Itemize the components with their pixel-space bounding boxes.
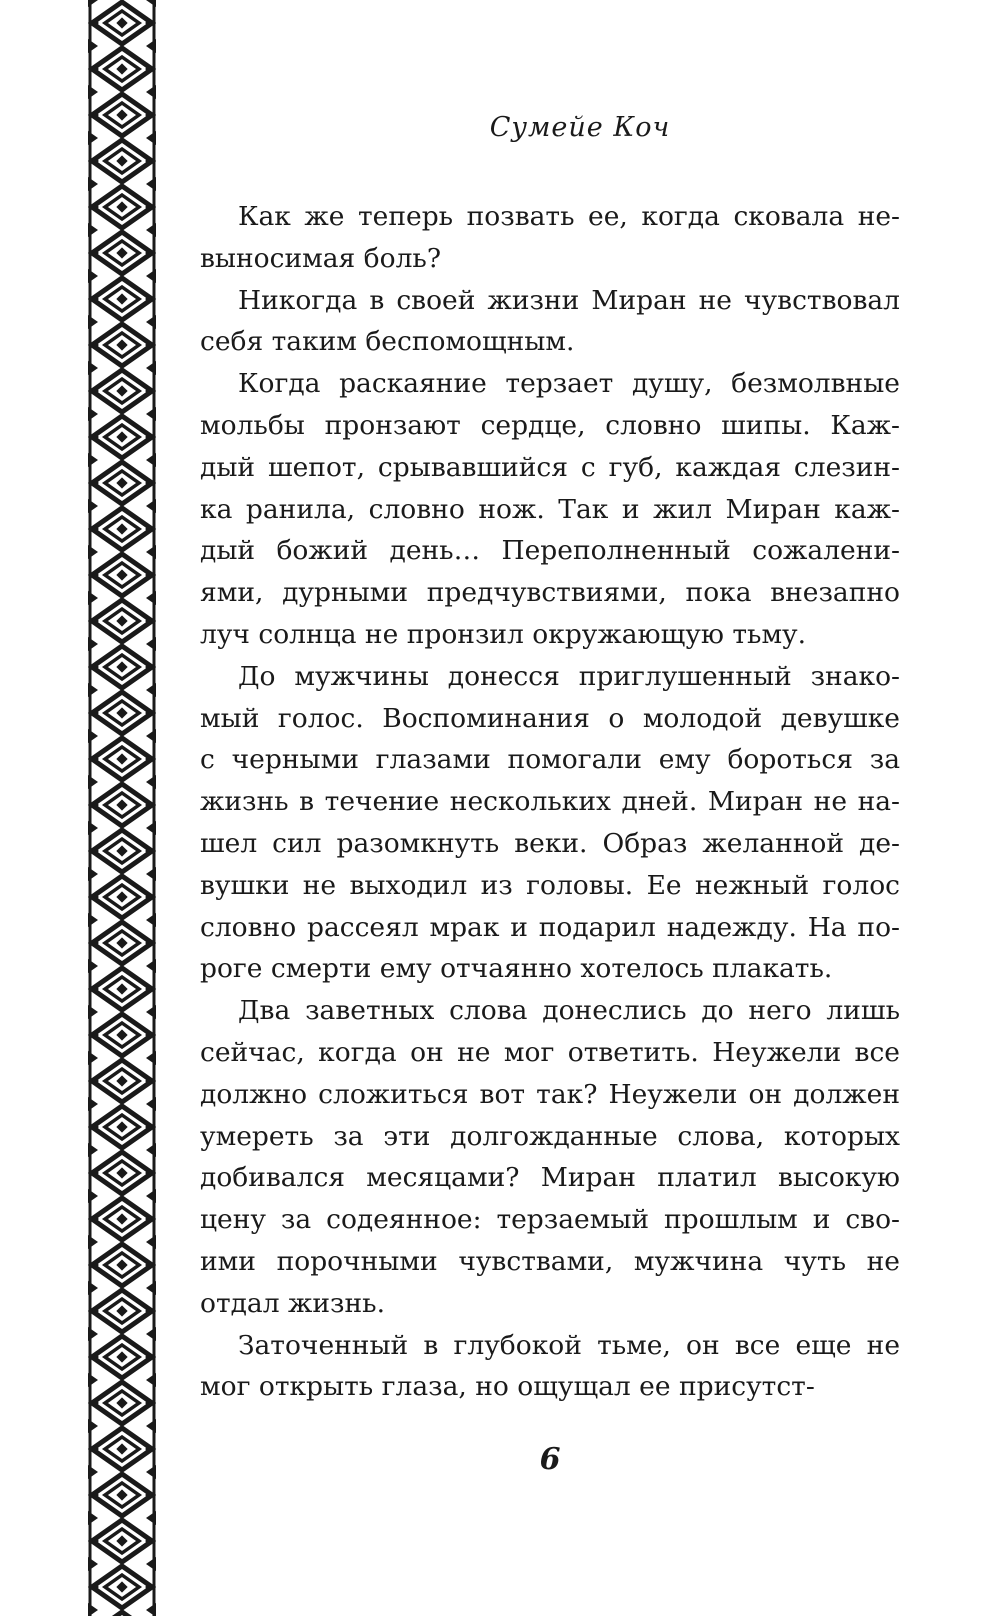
paragraph (200, 363, 900, 656)
text-line: Никогда в своей жизни Миран не чувствовал (238, 284, 900, 316)
text-line: луч солнца не пронзил окружающую тьму. (200, 618, 807, 650)
paragraph (200, 280, 900, 364)
text-line: До мужчины донесся приглушенный знако- (238, 660, 900, 692)
text-line: отдал жизнь. (200, 1287, 385, 1319)
text-line: роге смерти ему отчаянно хотелось плакать. (200, 953, 833, 985)
text-line: жизнь в течение нескольких дней. Миран не на- (200, 786, 900, 818)
text-line: добивался месяцами? Миран платил высокую (200, 1162, 900, 1194)
text-line: вушки не выходил из головы. Ее нежный голос (200, 869, 900, 901)
paragraph (200, 656, 900, 990)
text-line: мый голос. Воспоминания о молодой девушке (200, 702, 900, 734)
text-line: должно сложиться вот так? Неужели он должен (200, 1078, 900, 1110)
text-line: ими порочными чувствами, мужчина чуть не (200, 1245, 900, 1277)
text-line: шел сил разомкнуть веки. Образ желанной де- (200, 827, 900, 859)
paragraph (200, 196, 900, 280)
text-line: ями, дурными предчувствиями, пока внезапно (200, 577, 900, 609)
running-header-author: Сумейе Коч (489, 112, 671, 143)
text-line: Заточенный в глубокой тьме, он все еще не (238, 1329, 900, 1361)
text-line: сейчас, когда он не мог ответить. Неужели все (200, 1036, 900, 1068)
paragraph (200, 1325, 900, 1409)
text-line: Как же теперь позвать ее, когда сковала не- (238, 201, 900, 232)
text-line: дый божий день… Переполненный сожалени- (200, 535, 900, 567)
page-number: 6 (539, 1442, 561, 1477)
text-line: дый шепот, срывавшийся с губ, каждая слезин- (200, 451, 900, 483)
text-line: выносимая боль? (200, 242, 442, 274)
text-line: себя таким беспомощным. (200, 326, 575, 358)
text-line: цену за содеянное: терзаемый прошлым и сво- (200, 1204, 900, 1236)
text-line: мог открыть глаза, но ощущал ее присутст- (200, 1371, 815, 1403)
text-line: Когда раскаяние терзает душу, безмолвные (238, 368, 900, 400)
body-text (200, 196, 900, 1408)
ornamental-border (88, 0, 156, 1616)
text-line: Два заветных слова донеслись до него лишь (238, 995, 900, 1027)
text-line: умереть за эти долгожданные слова, которых (200, 1120, 900, 1152)
text-line: с черными глазами помогали ему бороться за (200, 744, 900, 776)
text-line: словно рассеял мрак и подарил надежду. На по- (200, 911, 900, 943)
text-line: мольбы пронзают сердце, словно шипы. Каж- (200, 409, 900, 441)
text-line: ка ранила, словно нож. Так и жил Миран каж- (200, 493, 900, 525)
paragraph (200, 990, 900, 1324)
